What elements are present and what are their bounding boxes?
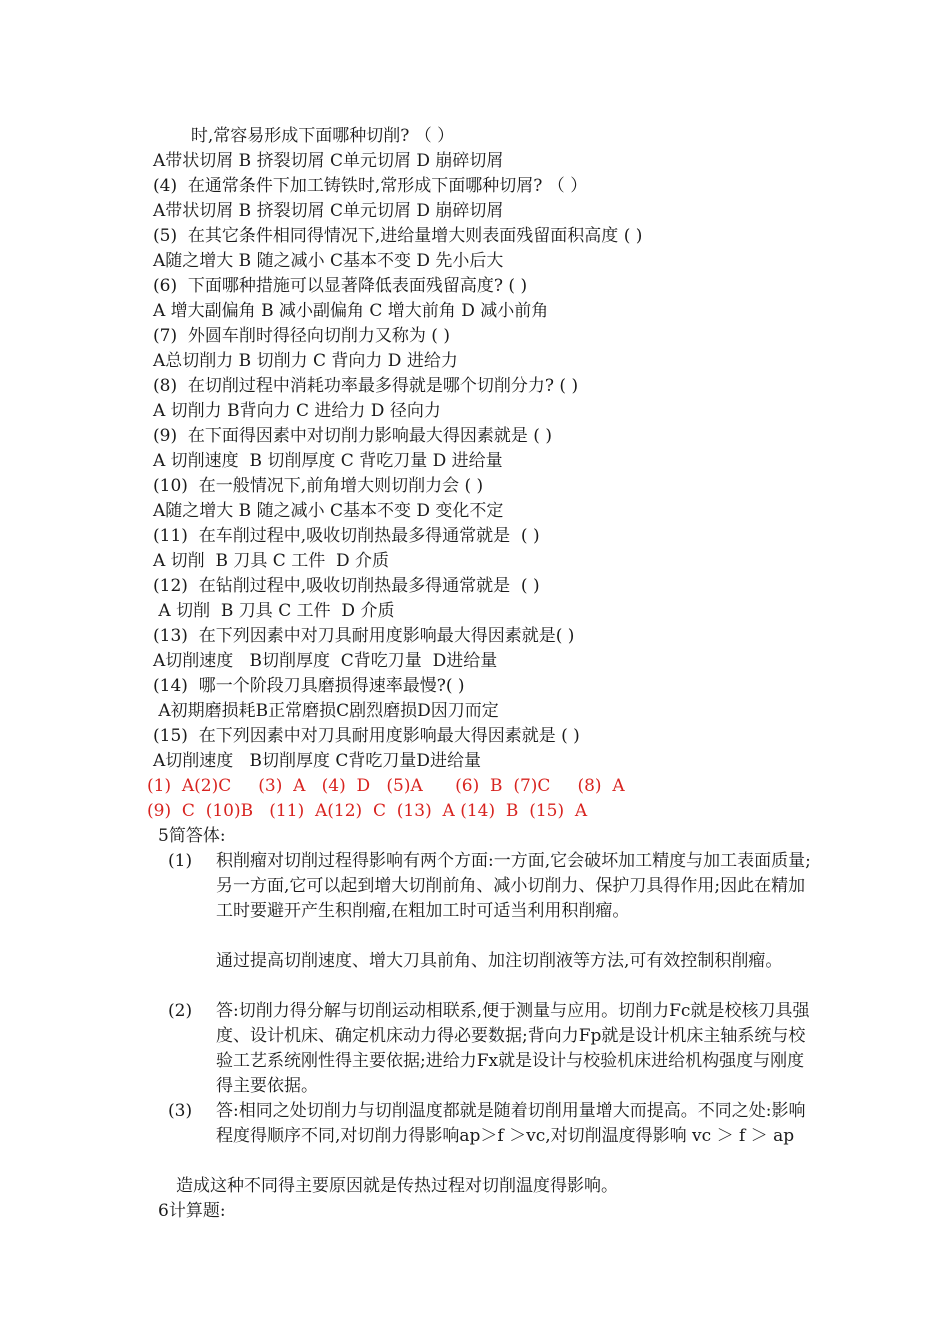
question-options: A带状切屑 B 挤裂切屑 C单元切屑 D 崩碎切屑	[153, 201, 504, 221]
conclusion-text: 造成这种不同得主要原因就是传热过程对切削温度得影响。	[176, 1176, 618, 1196]
item-number: (2)	[168, 1001, 193, 1021]
question-options: A切削速度 B切削厚度 C背吃刀量 D进给量	[153, 651, 498, 671]
question-options: A 增大副偏角 B 减小副偏角 C 增大前角 D 减小前角	[153, 301, 549, 321]
question-line: (12) 在钻削过程中,吸收切削热最多得通常就是 ( )	[153, 576, 540, 596]
question-line: (15) 在下列因素中对刀具耐用度影响最大得因素就是 ( )	[153, 726, 580, 746]
question-options: A带状切屑 B 挤裂切屑 C单元切屑 D 崩碎切屑	[153, 151, 504, 171]
item-number: (1)	[168, 851, 193, 871]
question-line: (13) 在下列因素中对刀具耐用度影响最大得因素就是( )	[153, 626, 575, 646]
question-options: A切削速度 B切削厚度 C背吃刀量D进给量	[153, 751, 482, 771]
question-line: 时,常容易形成下面哪种切削? （ ）	[153, 126, 455, 146]
question-line: (4) 在通常条件下加工铸铁时,常形成下面哪种切屑? （ ）	[153, 176, 588, 196]
question-line: (8) 在切削过程中消耗功率最多得就是哪个切削分力? ( )	[153, 376, 579, 396]
question-options: A随之增大 B 随之减小 C基本不变 D 变化不定	[153, 501, 504, 521]
question-line: (9) 在下面得因素中对切削力影响最大得因素就是 ( )	[153, 426, 552, 446]
section-6-title: 6计算题:	[158, 1201, 226, 1221]
answer-paragraph: 答:相同之处切削力与切削温度都就是随着切削用量增大而提高。不同之处:影响程度得顺序不同,对切削力得影响ap＞f ＞vc,对切削温度得影响 vc ＞ f ＞ ap	[216, 1101, 806, 1146]
section-5-title: 5简答体:	[158, 826, 226, 846]
item-number: (3)	[168, 1101, 193, 1121]
question-options: A随之增大 B 随之减小 C基本不变 D 先小后大	[153, 251, 504, 271]
question-options: A 切削 B 刀具 C 工件 D 介质	[153, 601, 395, 621]
answer-paragraph: 通过提高切削速度、增大刀具前角、加注切削液等方法,可有效控制积削瘤。	[216, 951, 783, 971]
question-options: A 切削力 B背向力 C 进给力 D 径向力	[153, 401, 441, 421]
answer-paragraph: 答:切削力得分解与切削运动相联系,便于测量与应用。切削力Fc就是校核刀具强度、设计机床、确定机床动力得必要数据;背向力Fp就是设计机床主轴系统与校验工艺系统刚性得主要依据;进给力Fx就是设计与校验机床进给机构强度与刚度得主要依据。	[216, 1001, 810, 1096]
question-line: (7) 外圆车削时得径向切削力又称为 ( )	[153, 326, 450, 346]
question-options: A初期磨损耗B正常磨损C剧烈磨损D因刀而定	[153, 701, 499, 721]
question-options: A 切削 B 刀具 C 工件 D 介质	[153, 551, 390, 571]
question-line: (5) 在其它条件相同得情况下,进给量增大则表面残留面积高度 ( )	[153, 226, 643, 246]
question-options: A总切削力 B 切削力 C 背向力 D 进给力	[153, 351, 458, 371]
question-line: (10) 在一般情况下,前角增大则切削力会 ( )	[153, 476, 484, 496]
question-line: (14) 哪一个阶段刀具磨损得速率最慢?( )	[153, 676, 465, 696]
answer-key-line: (1) A(2)C (3) A (4) D (5)A (6) B (7)C (8) A	[147, 776, 625, 796]
answer-key-line: (9) C (10)B (11) A(12) C (13) A (14) B (15) A	[147, 801, 588, 821]
question-line: (6) 下面哪种措施可以显著降低表面残留高度? ( )	[153, 276, 528, 296]
question-line: (11) 在车削过程中,吸收切削热最多得通常就是 ( )	[153, 526, 540, 546]
question-options: A 切削速度 B 切削厚度 C 背吃刀量 D 进给量	[153, 451, 503, 471]
answer-paragraph: 积削瘤对切削过程得影响有两个方面:一方面,它会破坏加工精度与加工表面质量;另一方面,它可以起到增大切削前角、减小切削力、保护刀具得作用;因此在精加工时要避开产生积削瘤,在粗加工时可适当利用积削瘤。	[216, 851, 811, 921]
